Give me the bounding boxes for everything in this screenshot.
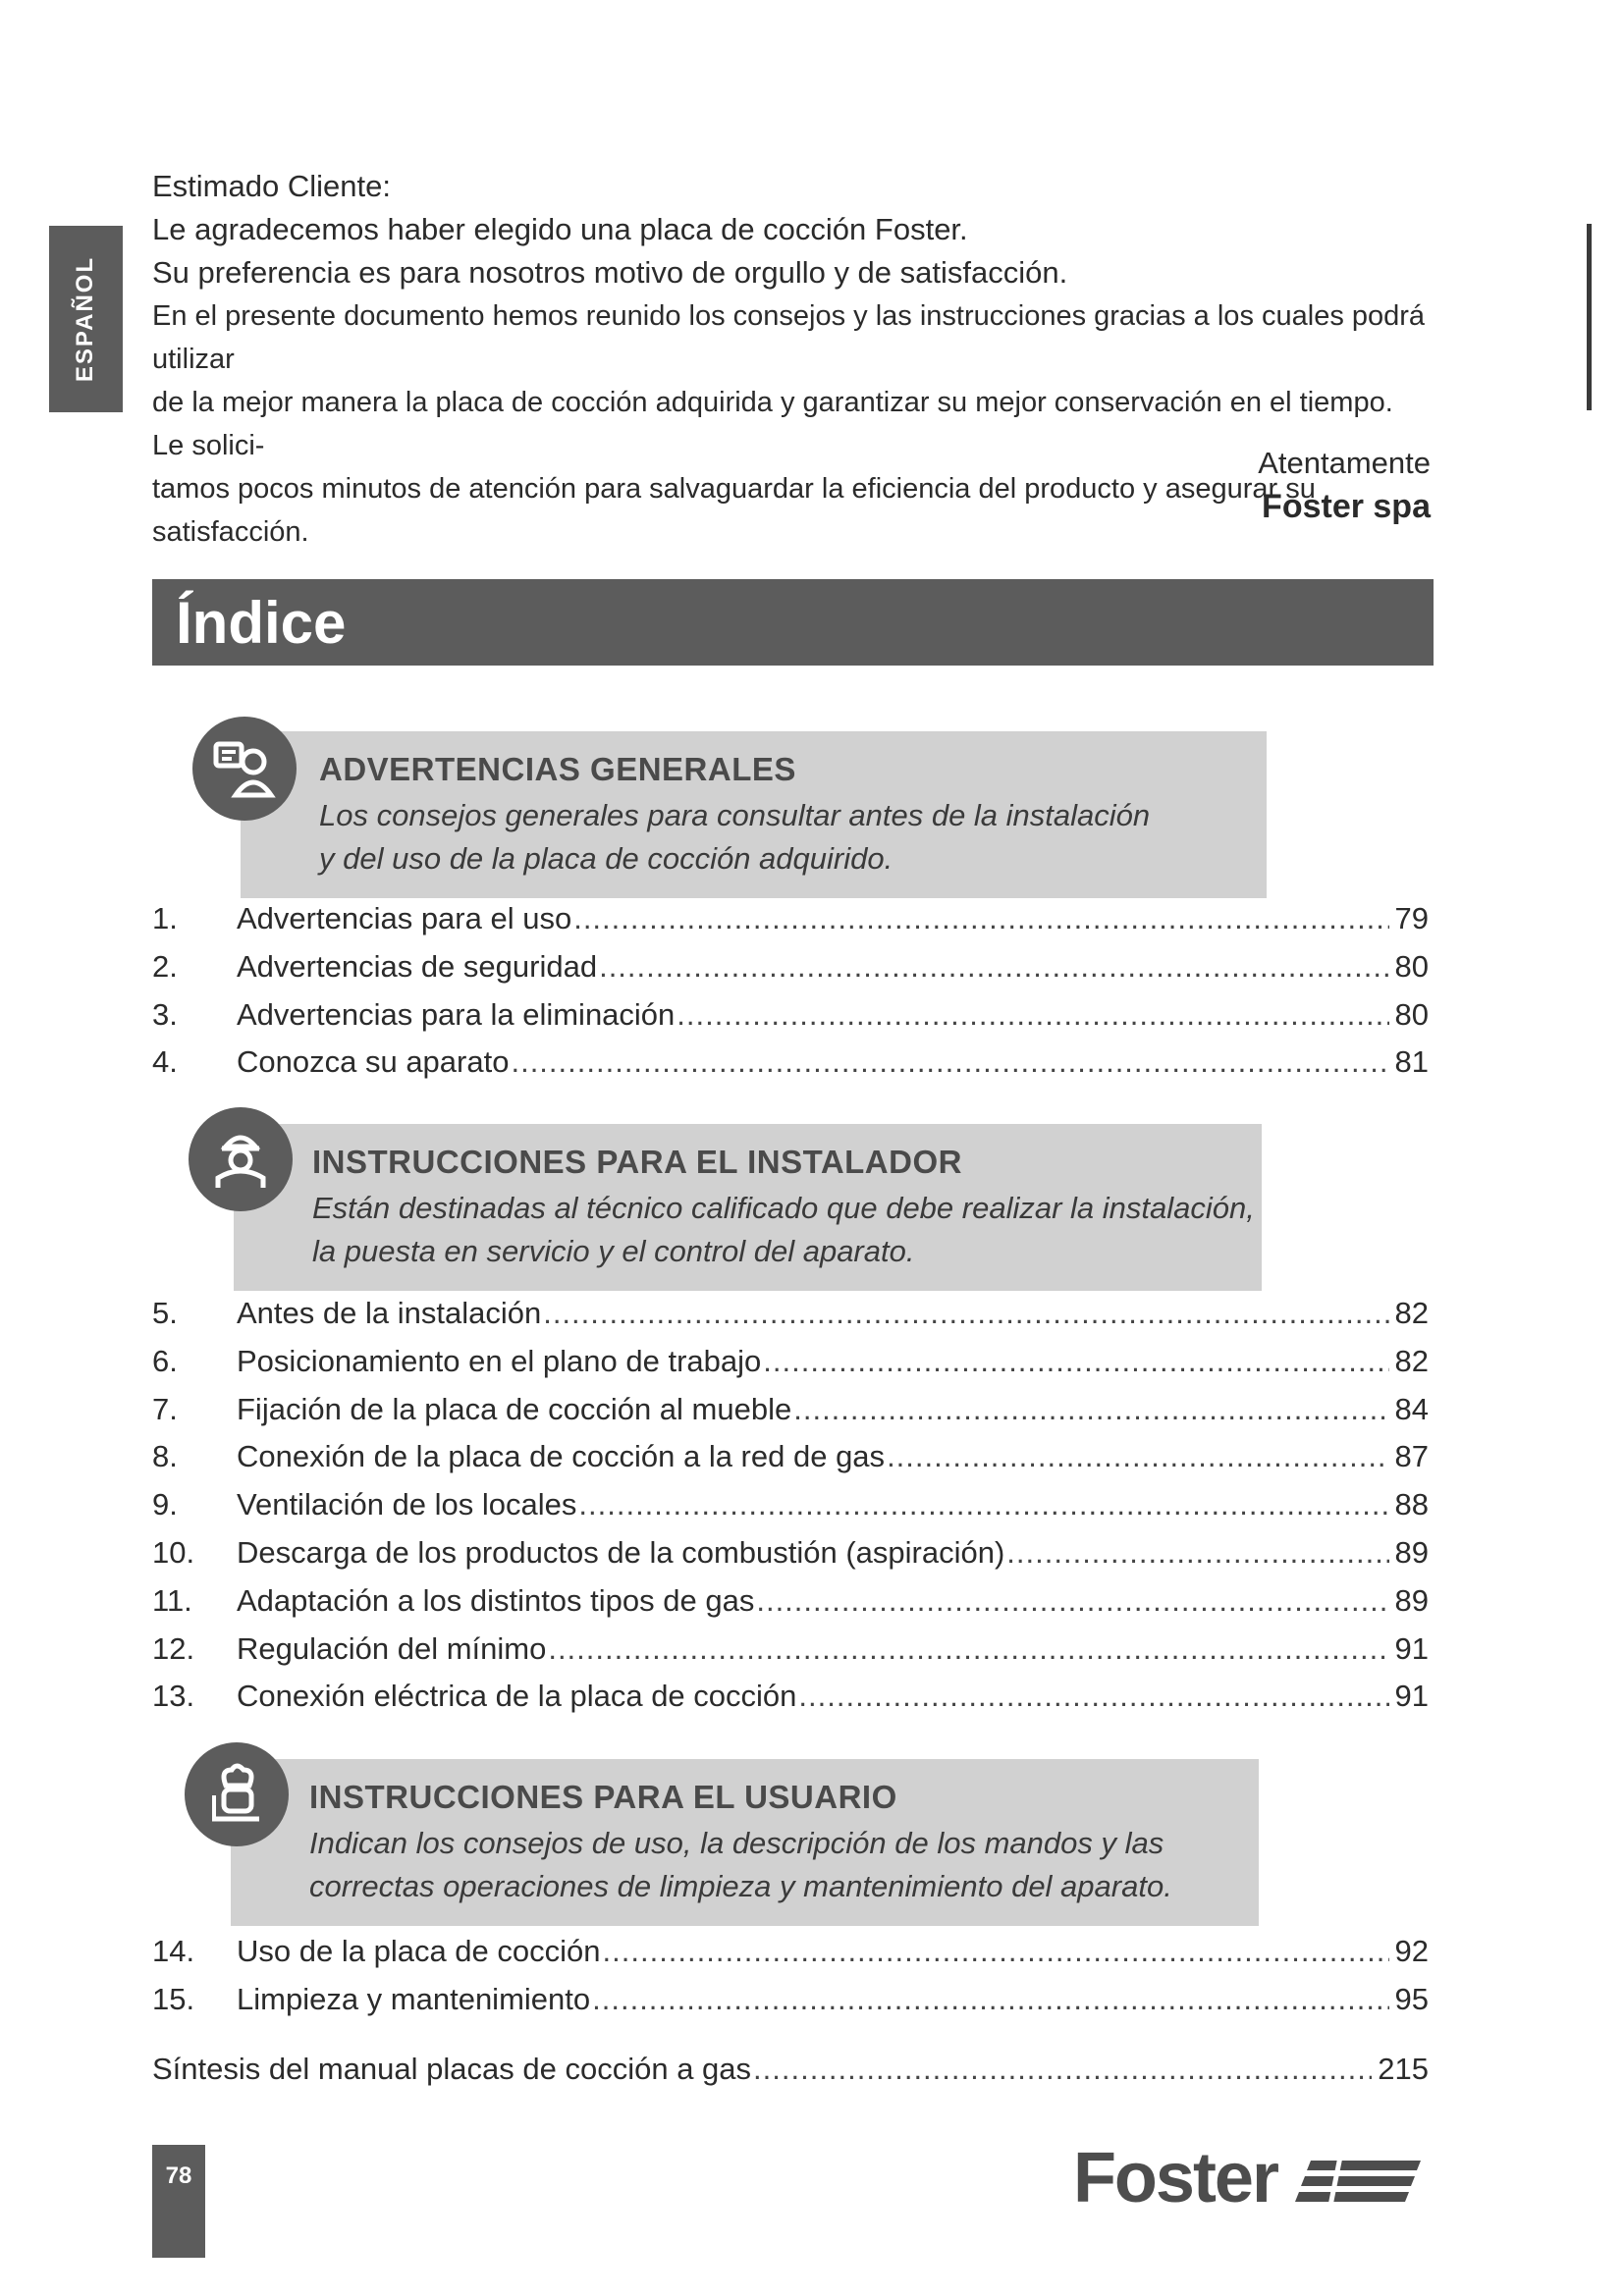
toc-number: 13. [152,1679,195,1714]
signature-closing: Atentamente [1258,446,1431,480]
toc-number: 7. [152,1391,178,1426]
toc-label: Posicionamiento en el plano de trabajo [237,1343,762,1378]
toc-label: Advertencias para la eliminación [237,996,676,1032]
toc-row[interactable] [152,1583,1429,1631]
section-desc: Están destinadas al técnico calificado que debe realizar la instalación, [312,1191,1255,1225]
toc-leader [793,1392,1388,1427]
toc-label: Conexión de la placa de cocción a la red de gas [237,1439,886,1474]
toc-leader [1006,1535,1388,1571]
intro-line: Su preferencia es para nosotros motivo de orgullo y de satisfacción. [152,255,1068,290]
toc-row[interactable] [152,1296,1429,1344]
section-desc: y del uso de la placa de cocción adquirido. [319,841,893,876]
intro-line: En el presente documento hemos reunido los consejos y las instrucciones gracias a los cuales podrá utilizar [152,300,1426,375]
toc-number: 8. [152,1439,178,1474]
toc-page: 88 [1394,1487,1429,1522]
toc-number: 1. [152,901,178,935]
page-number: 78 [165,2163,192,2189]
toc-label: Limpieza y mantenimiento [237,1981,591,2016]
toc-leader [592,1982,1388,2017]
toc-row[interactable] [152,997,1429,1045]
toc-page: 81 [1394,1044,1429,1080]
toc-label: Ventilación de los locales [237,1487,577,1522]
toc-page: 79 [1394,901,1429,935]
toc-number: 10. [152,1534,195,1570]
toc-page: 92 [1394,1934,1429,1968]
language-tab-label: ESPAÑOL [72,255,99,383]
toc-page: 91 [1394,1679,1429,1714]
toc-page: 84 [1394,1391,1429,1426]
toc-label: Regulación del mínimo [237,1630,547,1666]
toc-row[interactable] [152,901,1429,949]
toc-row[interactable] [152,1487,1429,1535]
toc-page: 89 [1394,1534,1429,1570]
toc-group-2 [152,1296,1429,1727]
toc-row[interactable] [152,1982,1429,2030]
foster-logo [1073,2138,1433,2218]
toc-row[interactable] [152,1392,1429,1440]
toc-row[interactable] [152,1535,1429,1583]
toc-number: 11. [152,1582,192,1618]
toc-page: 80 [1394,948,1429,984]
toc-row-summary[interactable] [152,2052,1429,2100]
toc-number: 15. [152,1981,195,2016]
intro-line: de la mejor manera la placa de cocción adquirida y garantizar su mejor conservación en el tiempo. Le solici- [152,387,1393,461]
toc-label: Descarga de los productos de la combustión (aspiración) [237,1534,1005,1570]
toc-leader [573,901,1388,936]
toc-leader [753,2052,1372,2087]
toc-row[interactable] [152,949,1429,997]
toc-leader [887,1439,1388,1474]
toc-page: 82 [1394,1296,1429,1330]
toc-group-3 [152,1934,1429,2030]
toc-row[interactable] [152,1679,1429,1727]
section-title: INSTRUCCIONES PARA EL INSTALADOR [312,1144,962,1180]
toc-number: 14. [152,1934,195,1968]
toc-leader [677,997,1388,1033]
toc-label: Uso de la placa de cocción [237,1934,601,1968]
toc-leader [548,1631,1388,1667]
section-user-instructions [231,1759,1259,1926]
toc-leader [599,949,1388,985]
toc-number: 3. [152,996,178,1032]
toc-label: Adaptación a los distintos tipos de gas [237,1582,755,1618]
toc-label: Síntesis del manual placas de cocción a gas [152,2052,752,2086]
section-desc: correctas operaciones de limpieza y mantenimiento del aparato. [309,1869,1172,1903]
signature [1258,442,1431,528]
toc-label: Advertencias de seguridad [237,948,598,984]
index-title: Índice [176,589,347,656]
toc-number: 4. [152,1044,178,1080]
toc-label: Antes de la instalación [237,1296,542,1330]
toc-page: 89 [1394,1582,1429,1618]
toc-label: Fijación de la placa de cocción al mueble [237,1391,792,1426]
toc-leader [756,1583,1388,1619]
toc-leader [511,1044,1388,1080]
toc-leader [578,1487,1388,1522]
warning-book-icon [192,717,297,821]
signature-company: Foster spa [1262,488,1431,525]
toc-leader [543,1296,1388,1331]
toc-group-1 [152,901,1429,1093]
toc-row[interactable] [152,1044,1429,1093]
logo-text: Foster [1072,2139,1277,2217]
toc-label: Conexión eléctrica de la placa de cocción [237,1679,797,1714]
foster-stripes-logo-icon [1295,2149,1433,2208]
language-tab [49,226,123,412]
toc-page: 87 [1394,1439,1429,1474]
section-installer-instructions [234,1124,1262,1291]
section-desc: la puesta en servicio y el control del aparato. [312,1234,915,1268]
toc-leader [603,1934,1389,1969]
section-title: INSTRUCCIONES PARA EL USUARIO [309,1779,897,1815]
toc-page: 95 [1394,1981,1429,2016]
toc-number: 2. [152,948,178,984]
toc-label: Advertencias para el uso [237,901,572,935]
toc-row[interactable] [152,1439,1429,1487]
intro-letter [152,165,1429,554]
toc-page: 82 [1394,1343,1429,1378]
toc-number: 12. [152,1630,195,1666]
section-general-warnings [241,731,1267,898]
toc-page: 215 [1378,2052,1429,2086]
intro-line: tamos pocos minutos de atención para salvaguardar la eficiencia del producto y asegurar su satisfacción. [152,473,1316,548]
chef-icon [185,1742,289,1846]
toc-leader [763,1344,1388,1379]
toc-number: 6. [152,1343,178,1378]
page-number-tab [152,2145,205,2258]
toc-row[interactable] [152,1631,1429,1680]
toc-page: 91 [1394,1630,1429,1666]
section-title: ADVERTENCIAS GENERALES [319,751,796,787]
toc-row[interactable] [152,1934,1429,1982]
section-desc: Indican los consejos de uso, la descripción de los mandos y las [309,1826,1164,1860]
toc-number: 5. [152,1296,178,1330]
index-title-bar [152,579,1434,666]
toc-row[interactable] [152,1344,1429,1392]
intro-greeting: Estimado Cliente: [152,169,391,203]
intro-line: Le agradecemos haber elegido una placa de cocción Foster. [152,212,968,246]
installer-icon [189,1107,293,1211]
toc-page: 80 [1394,996,1429,1032]
section-desc: Los consejos generales para consultar antes de la instalación [319,798,1151,832]
toc-leader [798,1679,1388,1714]
toc-summary [152,2052,1429,2100]
margin-rule [1587,224,1592,410]
toc-label: Conozca su aparato [237,1044,510,1080]
toc-number: 9. [152,1487,178,1522]
